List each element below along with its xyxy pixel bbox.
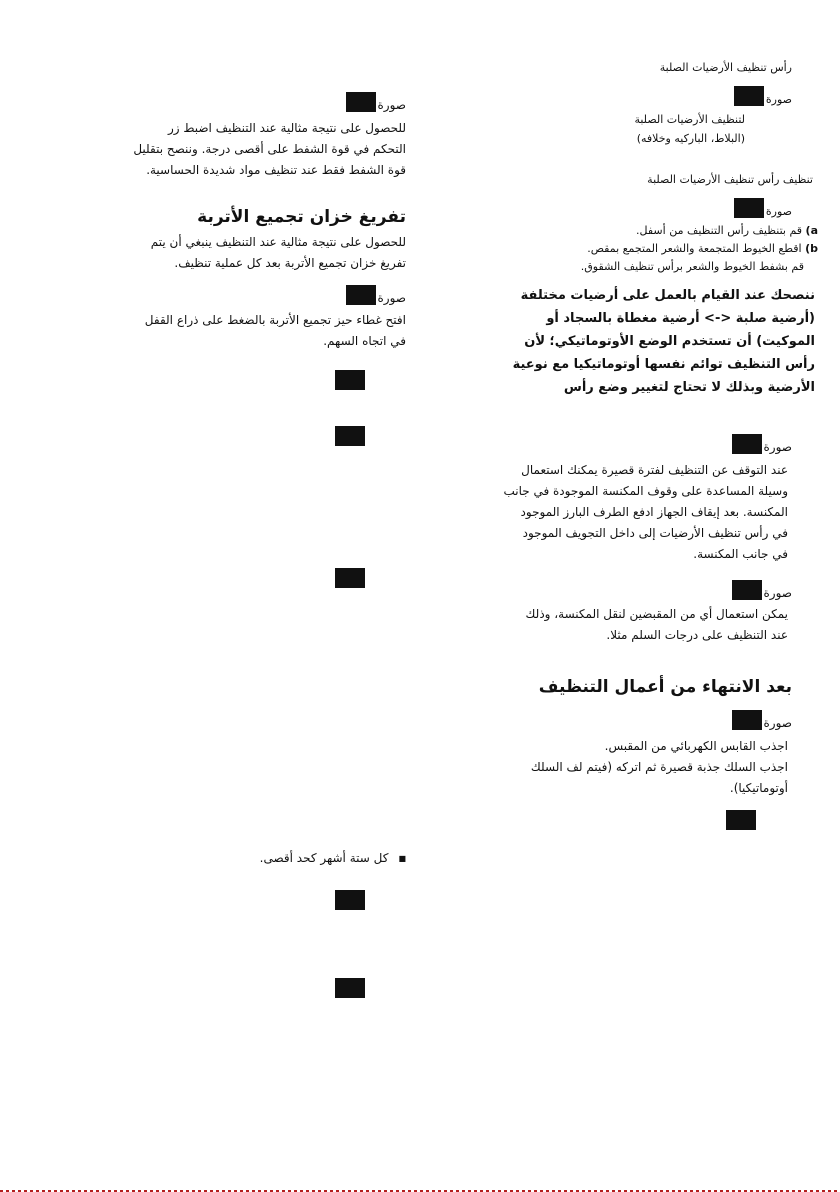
text-line: للحصول على نتيجة مثالية عند التنظيف اضبط زر: [167, 121, 406, 135]
note-line: الموكيت) أن تستخدم الوضع الأوتوماتيكي؛ لأن: [524, 334, 815, 349]
figure-number-box: [335, 426, 365, 446]
step-a: a) قم بتنظيف رأس التنظيف من أسفل.: [636, 224, 818, 237]
figure-label: صورة: [763, 440, 792, 454]
figure-ref-4: [732, 580, 792, 600]
unplug-text: [408, 736, 788, 799]
figure-number-box: [732, 580, 762, 600]
text-line: أوتوماتيكيا).: [729, 781, 788, 795]
text-line: عند التنظيف على درجات السلم مثلا.: [606, 628, 788, 642]
text-line: اجذب السلك جذبة قصيرة ثم اتركه (فيتم لف السلك: [530, 760, 788, 774]
note-line: رأس التنظيف توائم نفسها أوتوماتيكيا مع نوعية: [512, 357, 815, 372]
parking-aid-text: [408, 460, 788, 565]
figure-number-box: [335, 370, 365, 390]
text-line: عند التوقف عن التنظيف لفترة قصيرة يمكنك استعمال: [521, 463, 788, 477]
hard-floor-description: [425, 110, 745, 148]
figure-label: صورة: [377, 98, 406, 112]
figure-number-box: [346, 285, 376, 305]
empty-dust-bin-heading: تفريغ خزان تجميع الأتربة: [197, 207, 406, 227]
figure-ref-left-2: [346, 285, 406, 305]
figure-number-box: [335, 978, 365, 998]
open-lid-text: [26, 310, 406, 352]
text-line: يمكن استعمال أي من المقبضين لنقل المكنسة، وذلك: [525, 607, 788, 621]
section-title-hard-floor: رأس تنظيف الأرضيات الصلبة: [659, 61, 792, 74]
bullet-item: ■كل ستة أشهر كحد أقصى.: [26, 848, 406, 869]
text-line: للحصول على نتيجة مثالية عند التنظيف ينبغي أن يتم: [150, 235, 406, 249]
after-cleaning-heading: بعد الانتهاء من أعمال التنظيف: [538, 677, 792, 697]
figure-number-box: [732, 434, 762, 454]
figure-label: صورة: [765, 205, 792, 218]
figure-number-box: [732, 710, 762, 730]
figure-number-box: [335, 890, 365, 910]
figure-label: صورة: [763, 586, 792, 600]
figure-label: صورة: [377, 291, 406, 305]
clean-head-title: تنظيف رأس تنظيف الأرضيات الصلبة: [647, 173, 813, 186]
figure-ref-left-1: [346, 92, 406, 112]
figure-ref-3: [732, 434, 792, 454]
figure-number-box: [726, 810, 756, 830]
figure-ref-5: [732, 710, 792, 730]
text-line: اجذب القابس الكهربائي من المقبس.: [604, 739, 788, 753]
text-line: (البلاط، الباركيه وخلافه): [636, 132, 745, 145]
figure-label: صورة: [763, 716, 792, 730]
text-line: في جانب المكنسة.: [693, 547, 788, 561]
step-b: b) اقطع الخيوط المتجمعة والشعر المتجمع بمقص.: [587, 242, 818, 255]
note-line: الأرضية وبذلك لا تحتاج لتغيير وضع رأس: [563, 380, 815, 395]
figure-number-box: [335, 568, 365, 588]
text-line: قوة الشفط فقط عند تنظيف مواد شديدة الحساسية.: [146, 163, 406, 177]
bullet-square-icon: ■: [398, 854, 406, 863]
carry-handle-text: [408, 604, 788, 646]
text-line: تفريغ خزان تجميع الأتربة بعد كل عملية تنظيف.: [174, 256, 406, 270]
text-line: في اتجاه السهم.: [323, 334, 406, 348]
bold-note-auto-mode: [405, 284, 815, 399]
text-line: وسيلة المساعدة على وقوف المكنسة الموجودة في جانب: [503, 484, 788, 498]
clean-head-steps: [418, 222, 818, 276]
figure-ref-2: [734, 198, 792, 218]
figure-ref-1: [734, 86, 792, 106]
figure-label: صورة: [765, 93, 792, 106]
text-line: لتنظيف الأرضيات الصلبة: [634, 113, 745, 126]
text-line: التحكم في قوة الشفط على أقصى درجة. وننصح بتقليل: [133, 142, 406, 156]
text-line: المكنسة. بعد إيقاف الجهاز ادفع الطرف البارز الموجود: [520, 505, 788, 519]
suction-power-text: [26, 118, 406, 181]
figure-number-box: [346, 92, 376, 112]
empty-dust-bin-text: [26, 232, 406, 274]
figure-number-box: [734, 198, 764, 218]
figure-number-box: [734, 86, 764, 106]
note-line: (أرضية صلبة <-> أرضية مغطاة بالسجاد أو: [546, 311, 815, 326]
step-c: قم بشفط الخيوط والشعر برأس تنظيف الشقوق.: [580, 260, 804, 273]
text-line: في رأس تنظيف الأرضيات إلى داخل التجويف الموجود: [522, 526, 788, 540]
note-line: ننصحك عند القيام بالعمل على أرضيات مختلفة: [520, 288, 815, 303]
text-line: افتح غطاء حيز تجميع الأتربة بالضغط على ذراع القفل: [144, 313, 406, 327]
